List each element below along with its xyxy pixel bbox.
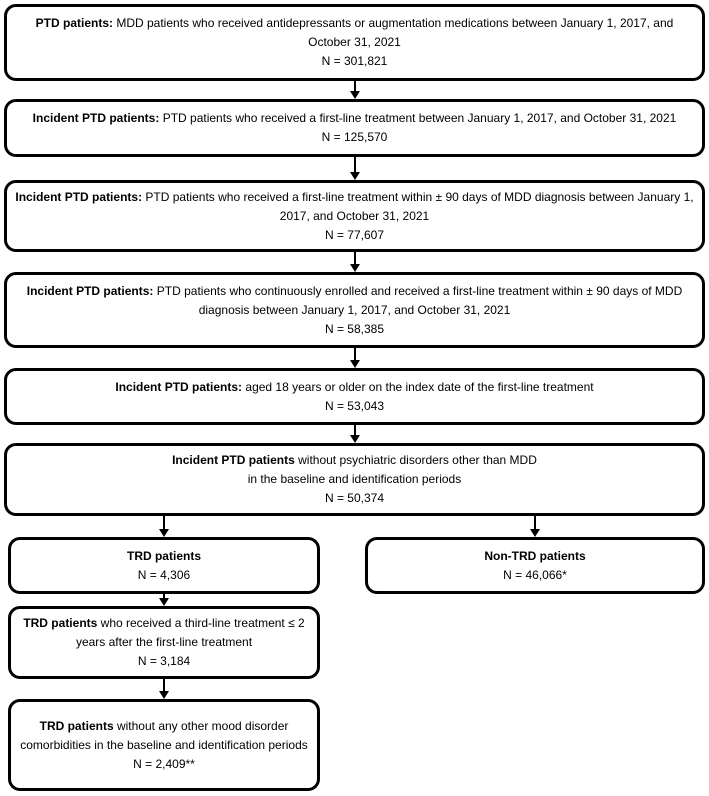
- flow-node-text: [484, 547, 585, 585]
- node-description: PTD patients who received a first-line treatment within ± 90 days of MDD diagnosis between January 1, 2017, and October 31, 2021: [142, 189, 694, 223]
- down-arrow: [349, 252, 360, 272]
- flow-node-incident-ptd-90days: [4, 180, 705, 252]
- down-arrow-trd-branch: [158, 516, 169, 537]
- node-count: N = 50,374: [324, 491, 385, 505]
- node-description-line2: in the baseline and identification periods: [247, 472, 462, 486]
- node-description: PTD patients who continuously enrolled and received a first-line treatment within ± 90 days of MDD diagnosis between January 1, 2017, and October 31, 2021: [153, 283, 683, 317]
- node-bold-label: TRD patients: [39, 718, 114, 733]
- flow-node-incident-ptd-enrolled: [4, 272, 705, 348]
- node-count: N = 46,066*: [503, 567, 567, 582]
- node-description: PTD patients who received a first-line treatment between January 1, 2017, and October 31, 2021: [159, 111, 677, 125]
- flow-node-incident-ptd-no-psych: [4, 443, 705, 516]
- node-count: N = 53,043: [324, 398, 385, 413]
- flow-node-text: [15, 188, 694, 245]
- flow-node-incident-ptd-adult: [4, 368, 705, 425]
- node-bold-label: Incident PTD patients:: [15, 189, 143, 204]
- down-arrow: [349, 157, 360, 180]
- flow-node-text: [15, 14, 694, 71]
- node-description: who received a third-line treatment ≤ 2 years after the first-line treatment: [75, 616, 305, 649]
- node-description: without psychiatric disorders other than MDD: [294, 453, 537, 467]
- flow-node-ptd-patients: [4, 4, 705, 81]
- node-count: N = 77,607: [324, 227, 385, 242]
- flow-node-trd-patients: [8, 537, 320, 594]
- node-bold-label: Incident PTD patients:: [115, 379, 243, 394]
- flow-node-trd-final: [8, 699, 320, 791]
- node-bold-label: Incident PTD patients:: [32, 111, 160, 125]
- flow-node-non-trd-patients: [365, 537, 705, 594]
- down-arrow: [158, 679, 169, 699]
- flow-node-text: [115, 378, 593, 416]
- node-description: MDD patients who received antidepressants or augmentation medications between January 1, 2017, and October 31, 2021: [113, 16, 674, 49]
- node-bold-label: TRD patients: [126, 548, 201, 563]
- node-count: N = 301,821: [321, 54, 388, 68]
- node-bold-label: PTD patients:: [35, 16, 113, 30]
- node-count: N = 125,570: [321, 130, 388, 144]
- down-arrow: [349, 348, 360, 368]
- node-bold-label: Incident PTD patients:: [26, 283, 154, 298]
- down-arrow-nontrd-branch: [529, 516, 540, 537]
- node-count: N = 4,306: [137, 567, 191, 582]
- node-bold-label: TRD patients: [23, 616, 98, 630]
- node-count: N = 58,385: [324, 321, 385, 336]
- flow-node-text: [33, 109, 677, 147]
- down-arrow: [349, 81, 360, 99]
- down-arrow: [349, 425, 360, 443]
- flow-node-text: [19, 614, 309, 671]
- flow-node-text: [19, 717, 309, 774]
- flow-node-text: [172, 451, 537, 508]
- node-count: N = 2,409**: [133, 756, 195, 771]
- down-arrow: [158, 594, 169, 606]
- flow-node-trd-thirdline: [8, 606, 320, 679]
- flow-node-text: [15, 282, 694, 339]
- node-bold-label: Non-TRD patients: [484, 548, 586, 563]
- flow-node-incident-ptd-firstline: [4, 99, 705, 157]
- node-description: without any other mood disorder comorbidities in the baseline and identification periods: [20, 718, 308, 752]
- node-description: aged 18 years or older on the index date of the first-line treatment: [242, 379, 594, 394]
- node-count: N = 3,184: [137, 654, 191, 668]
- flow-node-text: [127, 547, 201, 585]
- node-bold-label: Incident PTD patients: [172, 453, 295, 467]
